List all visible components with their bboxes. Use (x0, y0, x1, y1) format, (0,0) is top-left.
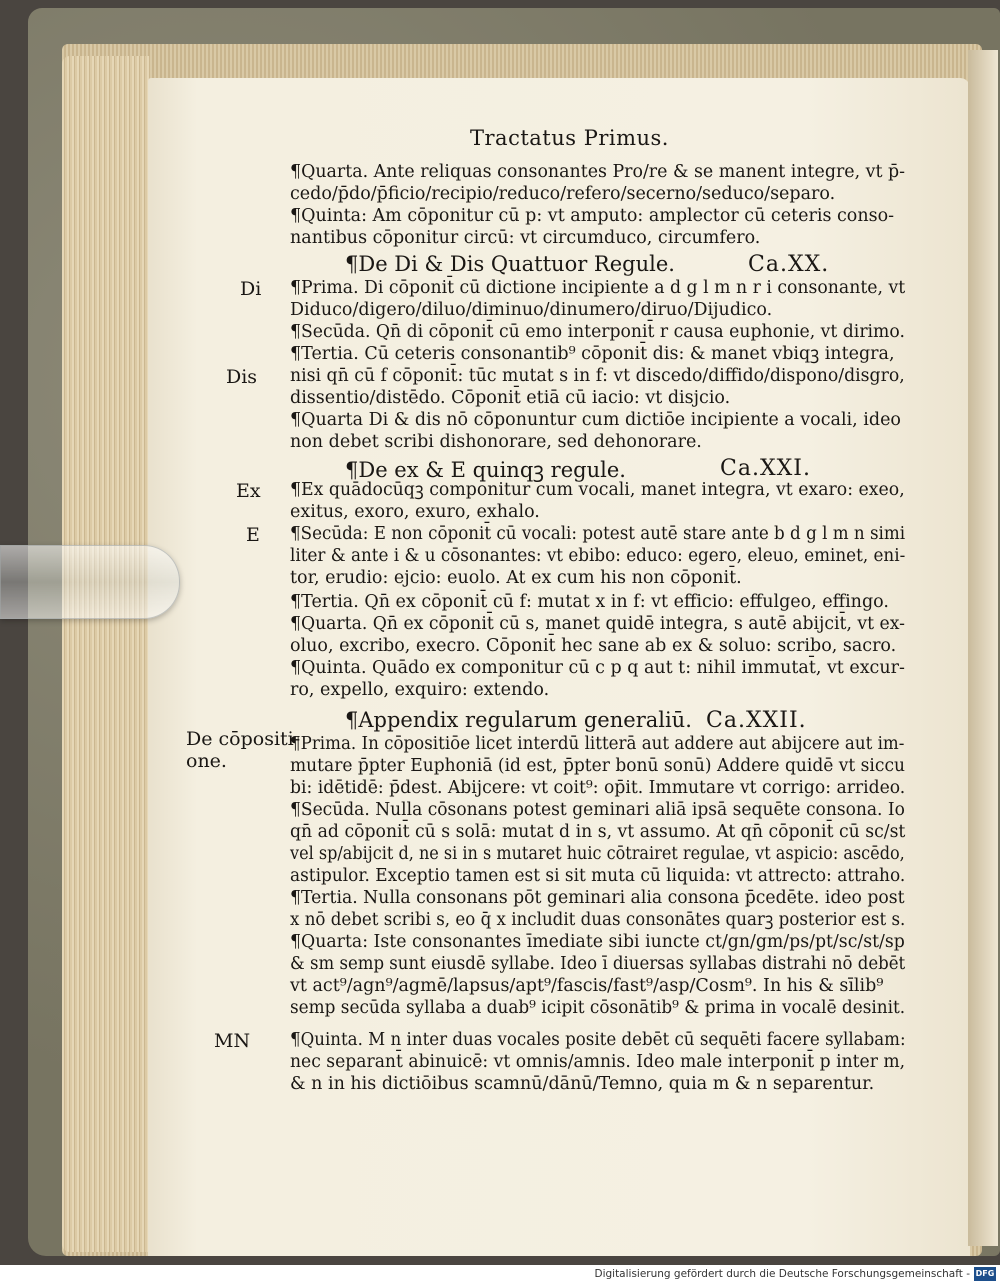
margin-note-de-compositione: one. (186, 750, 227, 772)
text-line: bi: idētidē: p̄dest. Abijcere: vt coit⁹: op̄it. Immutare vt corrigo: arrideo. (290, 778, 906, 798)
text-line: ¶Secūda. Qn̄ di cōponit̄ cū emo interponit̄ r causa euphonie, vt dirimo. (290, 322, 905, 342)
text-line: astipulor. Exceptio tamen est si sit muta cū liquida: vt attrecto: attraho. (290, 866, 906, 886)
margin-note-di: Di (240, 278, 262, 300)
text-line: ¶Ex quādocūqꝫ componitur cum vocali, manet integra, vt exaro: exeo, (290, 480, 905, 500)
margin-note-dis: Dis (226, 366, 258, 388)
text-line: ¶Quarta Di & dis nō cōponuntur cum dictiōe incipiente a vocali, ideo (290, 410, 901, 430)
text-line: ¶Prima. Di cōponit̄ cū dictione incipiente a d g l m n r i consonante, vt (290, 278, 906, 298)
text-line: ¶Quinta: Am cōponitur cū p: vt amputo: amplector cū ceteris conso- (290, 206, 895, 226)
text-line: x nō debet scribi s, eo q̄ x includit duas consonātes quarꝫ posterior est s. (290, 910, 906, 930)
text-line: cedo/p̄do/p̄ficio/recipio/reduco/refero/secerno/seduco/separo. (290, 184, 836, 204)
margin-note-mn: MN (214, 1030, 251, 1052)
text-line: non debet scribi dishonorare, sed dehonorare. (290, 432, 702, 452)
text-line: ¶Secūda. Nulla cōsonans potest geminari aliā ipsā sequēte consona. Io (290, 800, 905, 820)
text-line: ¶Quinta. M n inter duas vocales posite debēt cū sequēti facere syllabam: (290, 1030, 906, 1050)
glass-page-weight (0, 545, 180, 619)
text-line: nec separant̄ abinuicē: vt omnis/amnis. Ideo male interponit̄ p inter m, (290, 1052, 906, 1072)
text-line: ¶Quarta: Iste consonantes īmediate sibi iuncte ct/gn/gm/ps/pt/sc/st/sp (290, 932, 905, 952)
text-line: nisi qn̄ cū f cōponit̄: tūc mutat s in f: vt discedo/diffido/dispono/disgro, (290, 366, 905, 386)
dfg-logo: DFG (974, 1267, 996, 1281)
section-heading: ¶De Di & Dis Quattuor Regule. (345, 252, 675, 276)
text-line: dissentio/distēdo. Cōponit̄ etiā cū iacio: vt disjcio. (290, 388, 731, 408)
chapter-number: Ca.XXII. (706, 708, 807, 733)
text-line: nantibus cōponitur circū: vt circumduco, circumfero. (290, 228, 761, 248)
section-heading: ¶Appendix regularum generaliū. (345, 708, 692, 732)
text-line: tor, erudio: ejcio: euolo. At ex cum his non cōponit̄. (290, 568, 742, 588)
text-line: & n in his dictiōibus scamnū/dānū/Temno, quia m & n separentur. (290, 1074, 875, 1094)
text-line: ¶Tertia. Qn̄ ex cōponit̄ cū f: mutat x in f: vt efficio: effulgeo, effingo. (290, 592, 889, 612)
text-line: vel sp/abijcit d, ne si in s mutaret huic cōtrairet regulae, vt aspicio: ascēdo, (290, 844, 905, 864)
text-line: ¶Quarta. Ante reliquas consonantes Pro/re & se manent integre, vt p̄- (290, 162, 906, 182)
funding-notice: Digitalisierung gefördert durch die Deutsche Forschungsgemeinschaft - (594, 1268, 970, 1280)
footer-bar (0, 1265, 1000, 1285)
text-line: ¶Tertia. Cū ceteris consonantib⁹ cōponit̄ dis: & manet vbiqꝫ integra, (290, 344, 895, 364)
margin-note-ex: Ex (236, 480, 261, 502)
running-head: Tractatus Primus. (470, 126, 669, 150)
margin-note-de-compositione: De cōpositi- (186, 728, 301, 750)
text-line: ro, expello, exquiro: extendo. (290, 680, 550, 700)
text-line: Diduco/digero/diluo/diminuo/dinumero/diruo/Dijudico. (290, 300, 773, 320)
text-line: liter & ante i & u cōsonantes: vt ebibo: educo: egero, eleuo, eminet, eni- (290, 546, 906, 566)
text-line: qn̄ ad cōponit̄ cū s solā: mutat d in s, vt assumo. At qn̄ cōponit̄ cū sc/st (290, 822, 906, 842)
text-line: exitus, exoro, exuro, exhalo. (290, 502, 540, 522)
text-line: semp secūda syllaba a duab⁹ icipit cōsonātib⁹ & prima in vocalē desinit. (290, 998, 906, 1018)
text-line: vt act⁹/agn⁹/agmē/lapsus/apt⁹/fascis/fast⁹/asp/Cosm⁹. In his & sīlib⁹ (290, 976, 884, 996)
chapter-number: Ca.XX. (748, 252, 830, 277)
text-line: ¶Tertia. Nulla consonans pōt geminari alia consona p̄cedēte. ideo post (290, 888, 905, 908)
text-line: ¶Secūda: E non cōponit̄ cū vocali: potest autē stare ante b d g l m n simi (290, 524, 906, 544)
chapter-number: Ca.XXI. (720, 456, 811, 481)
text-line: ¶Quarta. Qn̄ ex cōponit̄ cū s, manet quidē integra, s autē abijcit̄, vt ex- (290, 614, 905, 634)
text-line: oluo, excribo, execro. Cōponit̄ hec sane ab ex & soluo: scribo, sacro. (290, 636, 897, 656)
text-line: ¶Quinta. Quādo ex componitur cū c p q aut t: nihil immutat̄, vt excur- (290, 658, 905, 678)
margin-note-e: E (246, 524, 260, 546)
section-heading: ¶De ex & E quinqꝫ regule. (345, 458, 626, 482)
text-line: mutare p̄pter Euphoniā (id est, p̄pter bonū sonū) Addere quidē vt siccu (290, 756, 905, 776)
text-line: & sm semp sunt eiusdē syllabe. Ideo ī diuersas syllabas distrahi nō debēt (290, 954, 906, 974)
text-line: ¶Prima. In cōpositiōe licet interdū litterā aut addere aut abijcere aut im- (290, 734, 905, 754)
